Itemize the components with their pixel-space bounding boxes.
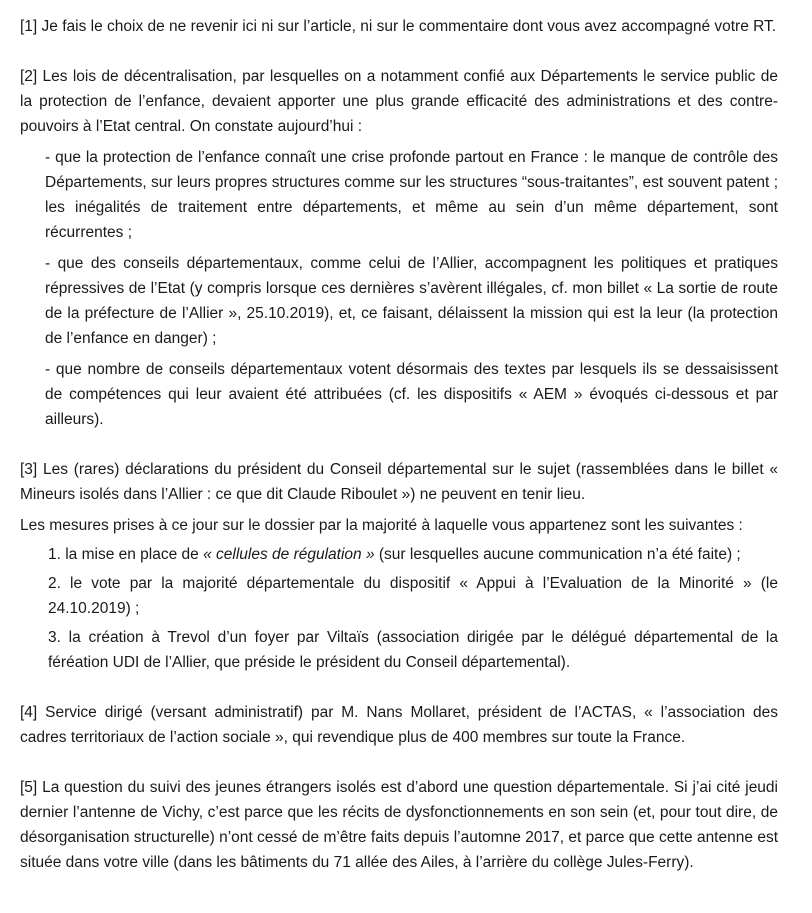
document-body bbox=[20, 14, 778, 875]
measure-item-3: 3. la création à Trevol d’un foyer par Viltaïs (association dirigée par le délégué départemental de la féréation UDI de l’Allier, que préside le président du Conseil départemental). bbox=[48, 629, 778, 671]
footnote-2-bullet: - que la protection de l’enfance connaît une crise profonde partout en France : le manque de contrôle des Départements, sur leurs propres structures comme sur les structures “sous-traitantes”, est souvent patent ; les inégalités de traitement entre départements, et même au sein d’un même département, sont récurrentes ; bbox=[45, 149, 778, 241]
footnote-2-bullet: - que nombre de conseils départementaux votent désormais des textes par lesquels ils se dessaisissent de compétences qui leur avaient été attribuées (cf. les dispositifs « AEM » évoqués ci-dessous et par ailleurs). bbox=[45, 361, 778, 428]
footnote-5: [5] La question du suivi des jeunes étrangers isolés est d’abord une question départementale. Si j’ai cité jeudi dernier l’antenne de Vichy, c’est parce que les récits de dysfonctionnements en son sein (et, pour tout dire, de désorganisation structurelle) n’ont cessé de m’être faits depuis l’automne 2017, et parce que cette antenne est située dans votre ville (dans les bâtiments du 71 allée des Ailes, à l’arrière du collège Jules-Ferry). bbox=[20, 779, 778, 871]
footnote-2-bullet: - que des conseils départementaux, comme celui de l’Allier, accompagnent les politiques et pratiques répressives de l’Etat (y compris lorsque ces dernières s’avèrent illégales, cf. mon billet « La sortie de route de la préfecture de l’Allier », 25.10.2019), et, ce faisant, délaissent la mission qui est la leur (la protection de l’enfance en danger) ; bbox=[45, 255, 778, 347]
footnote-1: [1] Je fais le choix de ne revenir ici ni sur l’article, ni sur le commentaire dont vous avez accompagné votre RT. bbox=[20, 18, 777, 35]
measure-item-2: 2. le vote par la majorité départementale du dispositif « Appui à l’Evaluation de la Minorité » (le 24.10.2019) ; bbox=[48, 575, 778, 617]
measure-item-1 bbox=[20, 542, 778, 567]
footnote-3-measures-intro: Les mesures prises à ce jour sur le dossier par la majorité à laquelle vous appartenez sont les suivantes : bbox=[20, 517, 743, 534]
footnote-3-intro: [3] Les (rares) déclarations du président du Conseil départemental sur le sujet (rassemblées dans le billet « Mineurs isolés dans l’Allier : ce que dit Claude Riboulet ») ne peuvent en tenir lieu. bbox=[20, 461, 778, 503]
footnote-4: [4] Service dirigé (versant administratif) par M. Nans Mollaret, président de l’ACTAS, « l’association des cadres territoriaux de l’action sociale », qui revendique plus de 400 membres sur toute la France. bbox=[20, 704, 778, 746]
measure-item-1-prefix: 1. la mise en place de bbox=[48, 546, 204, 563]
footnote-2-intro: [2] Les lois de décentralisation, par lesquelles on a notamment confié aux Départements le service public de la protection de l’enfance, devaient apporter une plus grande efficacité des administrations et des contre-pouvoirs à l’Etat central. On constate aujourd’hui : bbox=[20, 68, 778, 135]
measure-item-1-suffix: (sur lesquelles aucune communication n’a été faite) ; bbox=[374, 546, 741, 563]
measure-item-1-italic: « cellules de régulation » bbox=[203, 546, 375, 563]
